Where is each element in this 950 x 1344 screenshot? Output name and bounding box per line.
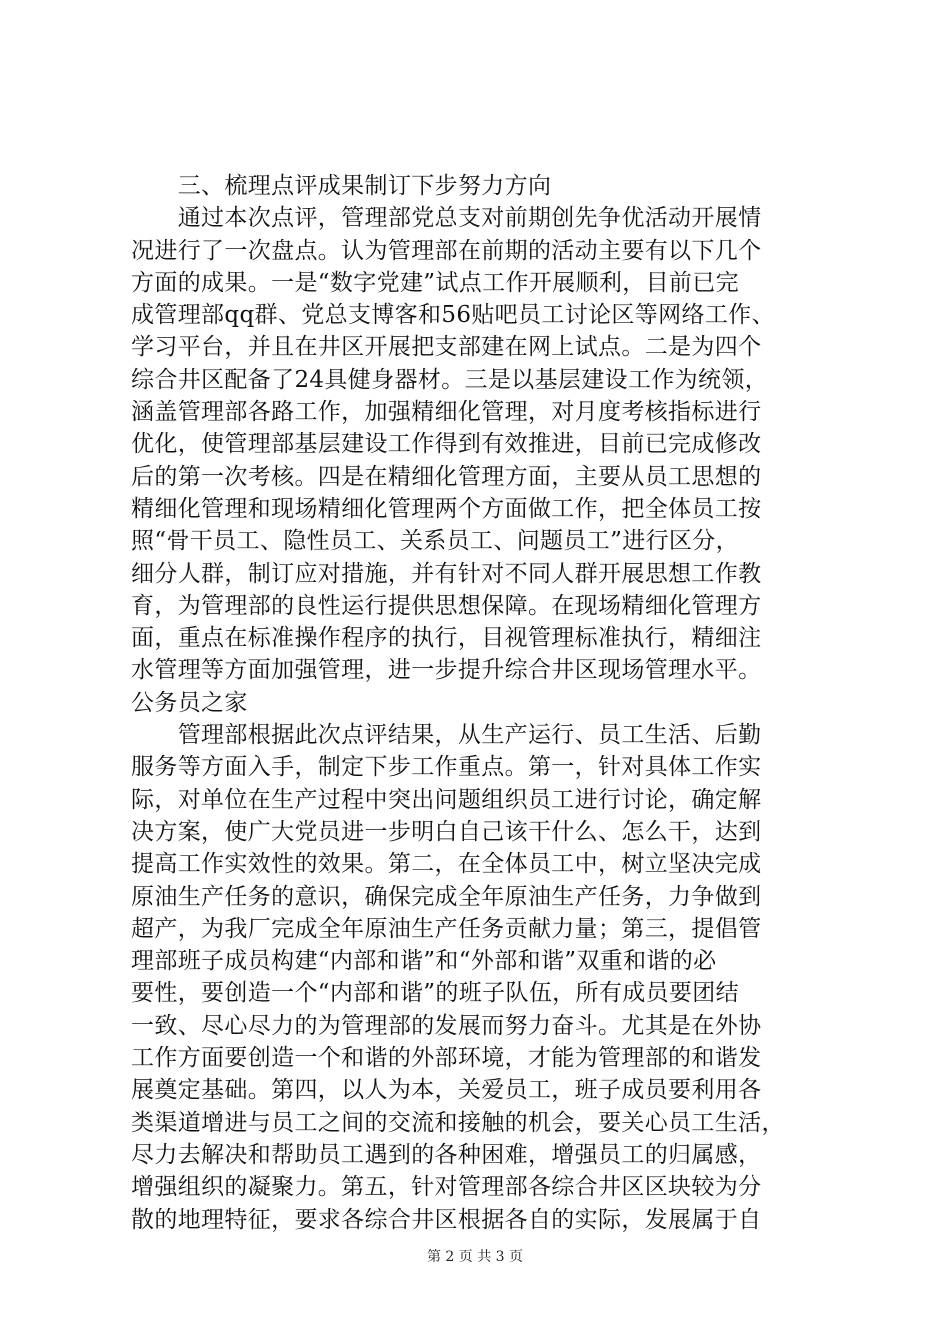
text-line: 公务员之家 [131, 689, 248, 716]
text-line: 超产，为我厂完成全年原油生产任务贡献力量；第三，提倡管 [131, 915, 762, 942]
section-heading: 三、梳理点评成果制订下步努力方向 [131, 173, 552, 199]
text-line: 服务等方面入手，制定下步工作重点。第一，针对具体工作实 [131, 754, 762, 781]
text-line: 涵盖管理部各路工作，加强精细化管理，对月度考核指标进行 [131, 399, 762, 426]
text-line: 况进行了一次盘点。认为管理部在前期的活动主要有以下几个 [131, 237, 762, 264]
text-line: 学习平台，并且在井区开展把支部建在网上试点。二是为四个 [131, 334, 762, 361]
page-number: 第 2 页 共 3 页 [426, 1249, 524, 1265]
text-line: 方面的成果。一是“数字党建”试点工作开展顺利，目前已完 [131, 269, 739, 296]
text-line: 精细化管理和现场精细化管理两个方面做工作，把全体员工按 [131, 495, 762, 522]
text-line: 面，重点在标准操作程序的执行，目视管理标准执行，精细注 [131, 625, 762, 652]
text-line: 成管理部qq群、党总支博客和56贴吧员工讨论区等网络工作、 [131, 302, 775, 329]
document-body [131, 170, 831, 1236]
text-line: 类渠道增进与员工之间的交流和接触的机会，要关心员工生活， [131, 1109, 785, 1136]
text-line: 散的地理特征，要求各综合井区根据各自的实际，发展属于自 [131, 1206, 762, 1233]
text-line: 细分人群，制订应对措施，并有针对不同人群开展思想工作教 [131, 560, 762, 587]
text-line: 通过本次点评，管理部党总支对前期创先争优活动开展情 [131, 205, 762, 232]
text-line: 综合井区配备了24具健身器材。三是以基层建设工作为统领， [131, 366, 769, 393]
text-line: 理部班子成员构建“内部和谐”和“外部和谐”双重和谐的必 [131, 948, 717, 975]
text-line: 一致、尽心尽力的为管理部的发展而努力奋斗。尤其是在外协 [131, 1012, 762, 1039]
text-line: 际，对单位在生产过程中突出问题组织员工进行讨论，确定解 [131, 786, 762, 813]
text-line: 决方案，使广大党员进一步明白自己该干什么、怎么干，达到 [131, 818, 762, 845]
text-line: 原油生产任务的意识，确保完成全年原油生产任务，力争做到 [131, 883, 762, 910]
text-line: 育，为管理部的良性运行提供思想保障。在现场精细化管理方 [131, 592, 762, 619]
text-line: 管理部根据此次点评结果，从生产运行、员工生活、后勤 [131, 722, 762, 749]
text-line: 增强组织的凝聚力。第五，针对管理部各综合井区区块较为分 [131, 1174, 762, 1201]
text-line: 提高工作实效性的效果。第二，在全体员工中，树立坚决完成 [131, 851, 762, 878]
text-line: 照“骨干员工、隐性员工、关系员工、问题员工”进行区分， [131, 528, 739, 555]
text-line: 后的第一次考核。四是在精细化管理方面，主要从员工思想的 [131, 463, 762, 490]
text-line: 优化，使管理部基层建设工作得到有效推进，目前已完成修改 [131, 431, 762, 458]
text-line: 水管理等方面加强管理，进一步提升综合井区现场管理水平。 [131, 657, 762, 684]
text-line: 要性，要创造一个“内部和谐”的班子队伍，所有成员要团结 [131, 980, 739, 1007]
text-line: 展奠定基础。第四，以人为本，关爱员工，班子成员要利用各 [131, 1077, 762, 1104]
text-line: 工作方面要创造一个和谐的外部环境，才能为管理部的和谐发 [131, 1045, 762, 1072]
text-line: 尽力去解决和帮助员工遇到的各种困难，增强员工的归属感， [131, 1141, 762, 1168]
